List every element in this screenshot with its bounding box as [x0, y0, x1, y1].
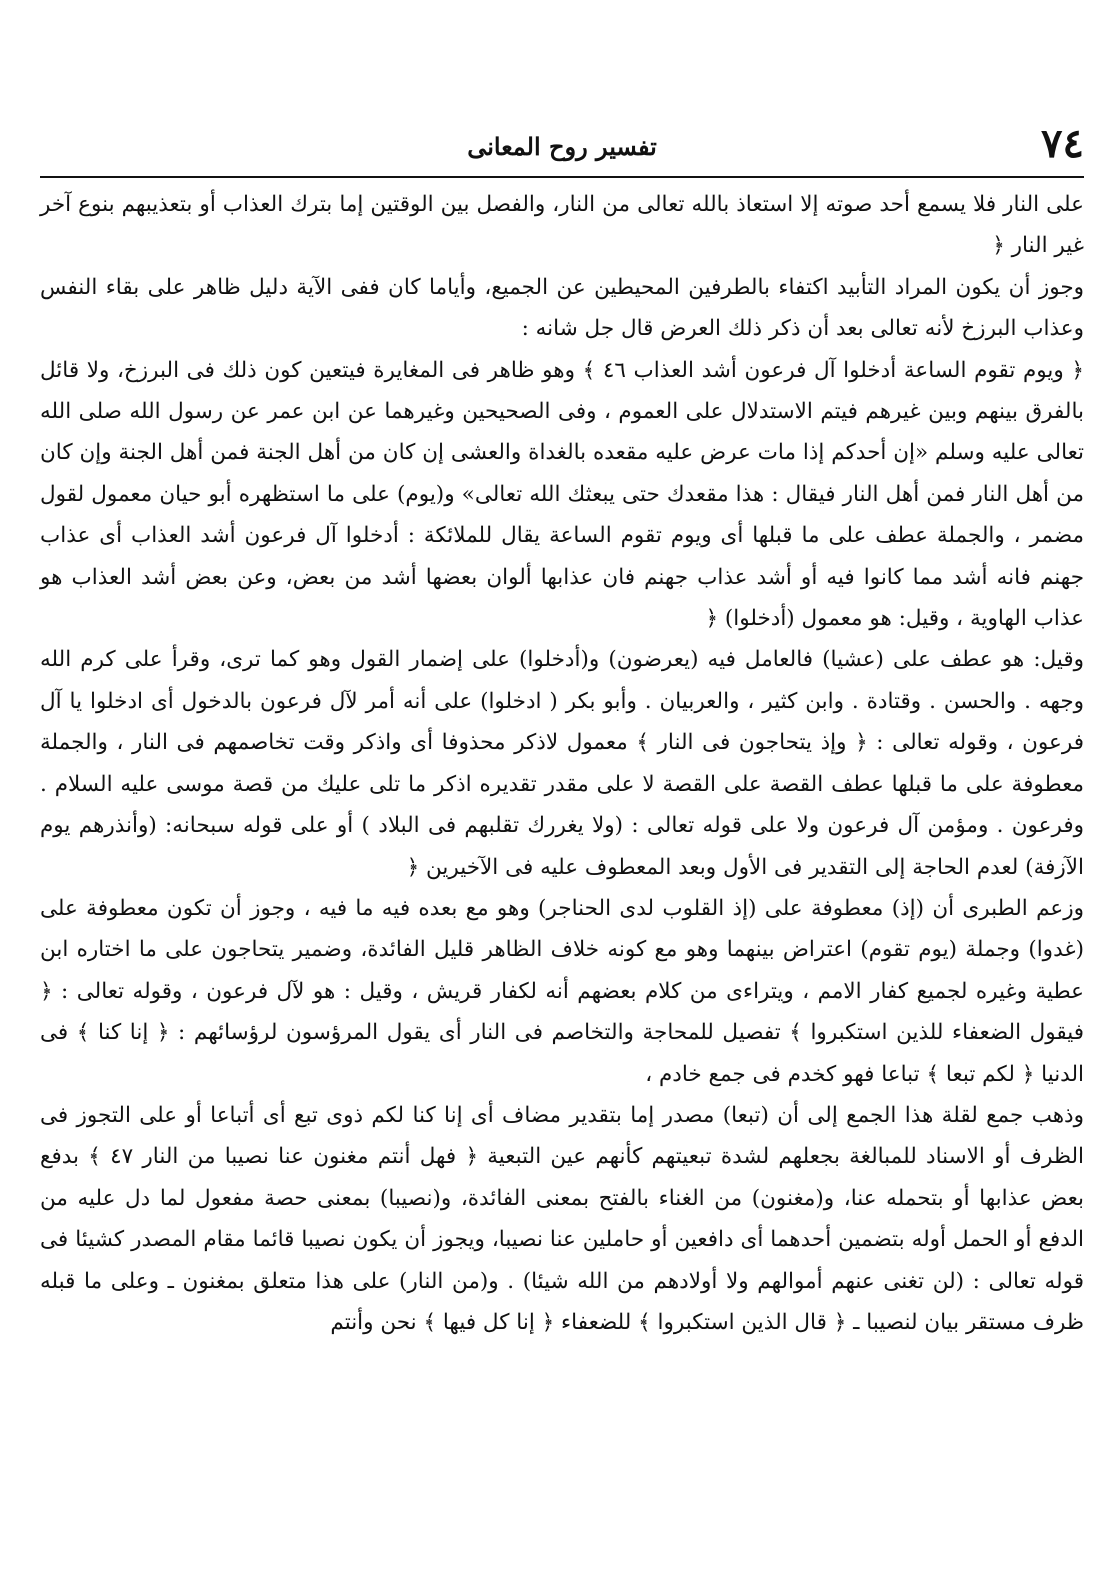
paragraph: وذهب جمع لقلة هذا الجمع إلى أن (تبعا) مصدر إما بتقدير مضاف أى إنا كنا لكم ذوى تبع أى أتباعا أو على التجوز فى الظرف أو الاسناد للمبالغة بجعلهم لشدة تبعيتهم كأنهم عين التبعية ﴿ فهل أنتم مغنون عنا نصيبا من النار ٤٧ ﴾ بدفع بعض عذابها أو بتحمله عنا، و(مغنون) من الغناء بالفتح بمعنى الفائدة، و(نصيبا) بمعنى حصة مفعول لما دل عليه من الدفع أو الحمل أوله بتضمين أحدهما أى دافعين أو حاملين عنا نصيبا، ويجوز أن يكون نصيبا قائما مقام المصدر كشيئا فى قوله تعالى : (لن تغنى عنهم أموالهم ولا أولادهم من الله شيئا) . و(من النار) على هذا متعلق بمغنون ـ وعلى ما قبله ظرف مستقر بيان لنصيبا ـ ﴿ قال الذين استكبروا ﴾ للضعفاء ﴿ إنا كل فيها ﴾ نحن وأنتم — [40, 1102, 1084, 1335]
page — [40, 118, 1084, 1343]
page-body — [40, 184, 1084, 1343]
paragraph: وزعم الطبرى أن (إذ) معطوفة على (إذ القلوب لدى الحناجر) وهو مع بعده فيه ما فيه ، وجوز أن تكون معطوفة على (غدوا) وجملة (يوم تقوم) اعتراض بينهما وهو مع كونه خلاف الظاهر قليل الفائدة، وضمير يتحاجون على ما اختاره ابن عطية وغيره لجميع كفار الامم ، ويتراءى من كلام بعضهم أنه لكفار قريش ، وقيل : هو لآل فرعون ، وقوله تعالى : ﴿ فيقول الضعفاء للذين استكبروا ﴾ تفصيل للمحاجة والتخاصم فى النار أى يقول المرؤسون لرؤسائهم : ﴿ إنا كنا ﴾ فى الدنيا ﴿ لكم تبعا ﴾ تباعا فهو كخدم فى جمع خادم ، — [40, 895, 1084, 1087]
paragraph: ﴿ ويوم تقوم الساعة أدخلوا آل فرعون أشد العذاب ٤٦ ﴾ وهو ظاهر فى المغايرة فيتعين كون ذلك فى البرزخ، ولا قائل بالفرق بينهم وبين غيرهم فيتم الاستدلال على العموم ، وفى الصحيحين وغيرهما عن ابن عمر عن رسول الله صلى الله تعالى عليه وسلم «إن أحدكم إذا مات عرض عليه مقعده بالغداة والعشى إن كان من أهل الجنة فمن أهل الجنة وإن كان من أهل النار فمن أهل النار فيقال : هذا مقعدك حتى يبعثك الله تعالى» و(يوم) على ما استظهره أبو حيان معمول لقول مضمر ، والجملة عطف على ما قبلها أى ويوم تقوم الساعة يقال للملائكة : أدخلوا آل فرعون أشد العذاب أى عذاب جهنم فانه أشد مما كانوا فيه أو أشد عذاب جهنم فان عذابها ألوان بعضها أشد من بعض، وعن بعض أشد العذاب هو عذاب الهاوية ، وقيل: هو معمول (أدخلوا) ﴿ — [40, 357, 1084, 632]
paragraph: وجوز أن يكون المراد التأبيد اكتفاء بالطرفين المحيطين عن الجميع، وأياما كان ففى الآية دليل ظاهر على بقاء النفس وعذاب البرزخ لأنه تعالى بعد أن ذكر ذلك العرض قال جل شانه : — [40, 274, 1084, 342]
page-number: ٧٤ — [1041, 120, 1084, 167]
running-title: تفسير روح المعانى — [467, 132, 657, 161]
page-header — [40, 118, 1084, 178]
paragraph: وقيل: هو عطف على (عشيا) فالعامل فيه (يعرضون) و(أدخلوا) على إضمار القول وهو كما ترى، وقرأ على كرم الله وجهه . والحسن . وقتادة . وابن كثير ، والعربيان . وأبو بكر ( ادخلوا) على أنه أمر لآل فرعون بالدخول أى ادخلوا يا آل فرعون ، وقوله تعالى : ﴿ وإذ يتحاجون فى النار ﴾ معمول لاذكر محذوفا أى واذكر وقت تخاصمهم فى النار ، والجملة معطوفة على ما قبلها عطف القصة على القصة لا على مقدر تقديره اذكر ما تلى عليك من قصة موسى عليه السلام . وفرعون . ومؤمن آل فرعون ولا على قوله تعالى : (ولا يغررك تقلبهم فى البلاد ) أو على قوله سبحانه: (وأنذرهم يوم الآزفة) لعدم الحاجة إلى التقدير فى الأول وبعد المعطوف عليه فى الآخيرين ﴿ — [40, 647, 1084, 880]
paragraph: على النار فلا يسمع أحد صوته إلا استعاذ بالله تعالى من النار، والفصل بين الوقتين إما بترك العذاب أو بتعذيبهم بنوع آخر غير النار ﴿ — [40, 192, 1084, 259]
